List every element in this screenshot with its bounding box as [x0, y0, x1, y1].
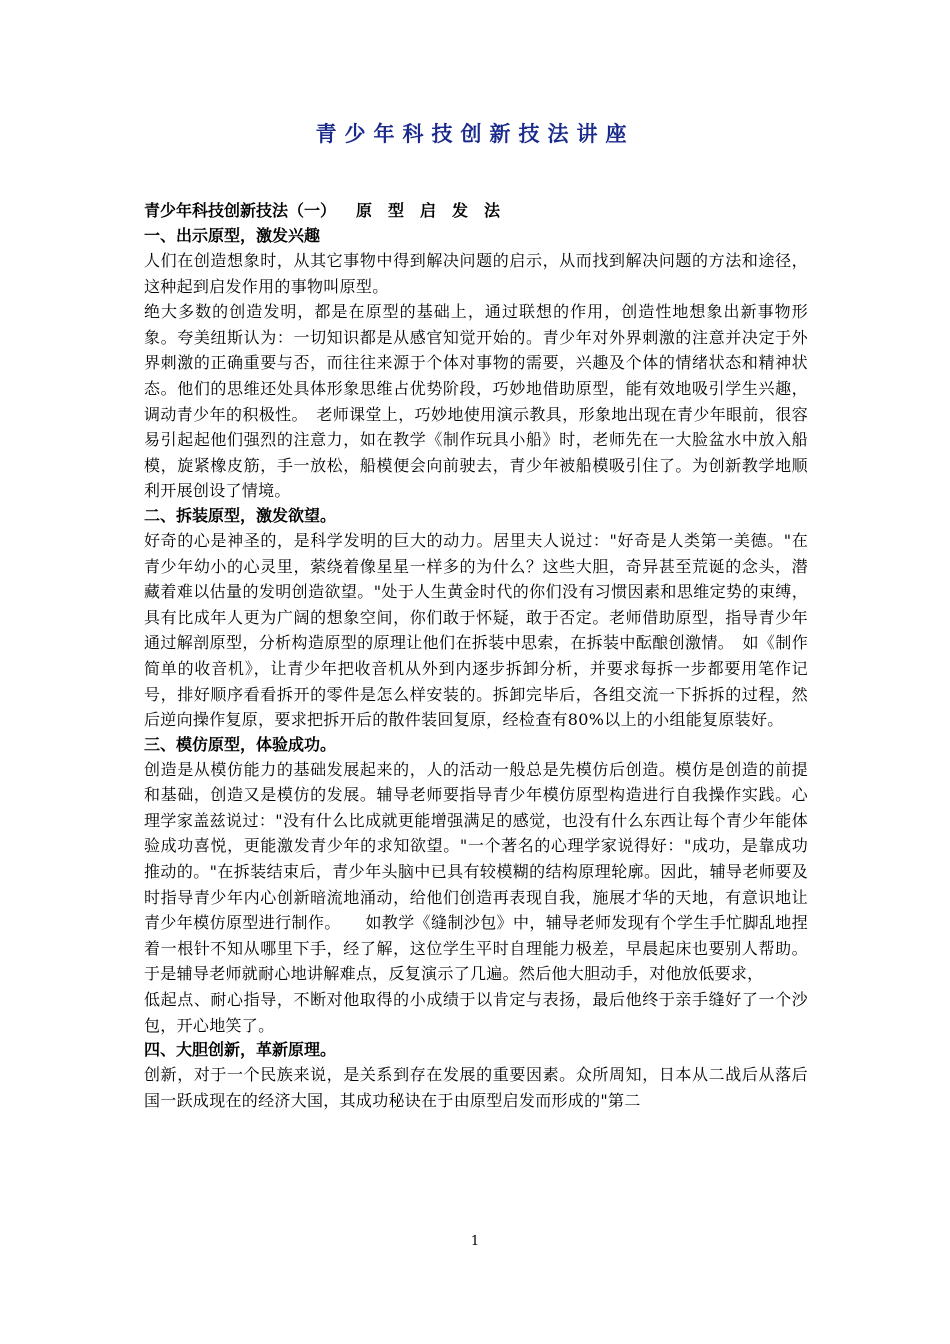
lecture-subtitle-method: 原型启发法	[356, 201, 517, 220]
section-4-paragraph-1: 创新，对于一个民族来说，是关系到存在发展的重要因素。众所周知，日本从二战后从落后国一跃成现在的经济大国，其成功秘诀在于由原型启发而形成的"第二	[144, 1065, 808, 1110]
section-1-paragraph-2: 绝大多数的创造发明，都是在原型的基础上，通过联想的作用，创造性地想象出新事物形象。夸美纽斯认为：一切知识都是从感官知觉开始的。青少年对外界刺激的注意并决定于外界刺激的正确重要与否，而往往来源于个体对事物的需要，兴趣及个体的情绪状态和精神状态。他们的思维还处具体形象思维占优势阶段，巧妙地借助原型，能有效地吸引学生兴趣，调动青少年的积极性。 老师课堂上，巧妙地使用演示教具，形象地出现在青少年眼前，很容易引起起他们强烈的注意力，如在教学《制作玩具小船》时，老师先在一大脸盆水中放入船模，旋紧橡皮筋，手一放松，船模便会向前驶去，青少年被船模吸引住了。为创新教学地顺利开展创设了情境。	[144, 302, 808, 501]
section-3-paragraph-1: 创造是从模仿能力的基础发展起来的，人的活动一般总是先模仿后创造。模仿是创造的前提和基础，创造又是模仿的发展。辅导老师要指导青少年模仿原型构造进行自我操作实践。心理学家盖兹说过："没有什么比成就更能增强满足的感觉，也没有什么东西让每个青少年能体验成功喜悦，更能激发青少年的求知欲望。"一个著名的心理学家说得好："成功，是靠成功推动的。"在拆装结束后，青少年头脑中已具有较模糊的结构原理轮廓。因此，辅导老师要及时指导青少年内心创新暗流地涌动，给他们创造再表现自我，施展才华的天地，有意识地让青少年模仿原型进行制作。 如教学《缝制沙包》中，辅导老师发现有个学生手忙脚乱地捏着一根针不知从哪里下手，经了解，这位学生平时自理能力极差，早晨起床也要别人帮助。于是辅导老师就耐心地讲解难点，反复演示了几遍。然后他大胆动手，对他放低要求，	[144, 759, 808, 984]
section-3-paragraph-2: 低起点、耐心指导，不断对他取得的小成绩于以肯定与表扬，最后他终于亲手缝好了一个沙包，开心地笑了。	[144, 990, 808, 1035]
document-title: 青少年科技创新技法讲座	[315, 122, 635, 146]
section-2-heading: 二、拆装原型，激发欲望。	[144, 505, 337, 525]
section-1-paragraph-1: 人们在创造想象时，从其它事物中得到解决问题的启示，从而找到解决问题的方法和途径，这种起到启发作用的事物叫原型。	[144, 251, 808, 296]
section-2-paragraph-1: 好奇的心是神圣的，是科学发明的巨大的动力。居里夫人说过："好奇是人类第一美德。"在青少年幼小的心灵里，萦绕着像星星一样多的为什么？这些大胆，奇异甚至荒诞的念头，潜藏着难以估量的发明创造欲望。"处于人生黄金时代的你们没有习惯因素和思维定势的束缚，具有比成年人更为广阔的想象空间，你们敢于怀疑，敢于否定。老师借助原型，指导青少年通过解剖原型，分析构造原型的原理让他们在拆装中思索，在拆装中酝酿创激情。 如《制作简单的收音机》，让青少年把收音机从外到内逐步拆卸分析，并要求每拆一步都要用笔作记号，排好顺序看看拆开的零件是怎么样安装的。拆卸完毕后，各组交流一下拆拆的过程，然后逆向操作复原，要求把拆开后的散件装回复原，经检查有80%以上的小组能复原装好。	[144, 530, 808, 730]
section-4-heading: 四、大胆创新，革新原理。	[144, 1040, 337, 1060]
document-body	[144, 198, 808, 1113]
section-1-heading: 一、出示原型，激发兴趣	[144, 226, 321, 245]
page-number: 1	[470, 1234, 480, 1249]
section-3-heading: 三、模仿原型，体验成功。	[144, 734, 337, 754]
lecture-subtitle	[144, 198, 808, 224]
lecture-subtitle-prefix: 青少年科技创新技法（一）	[144, 201, 337, 220]
